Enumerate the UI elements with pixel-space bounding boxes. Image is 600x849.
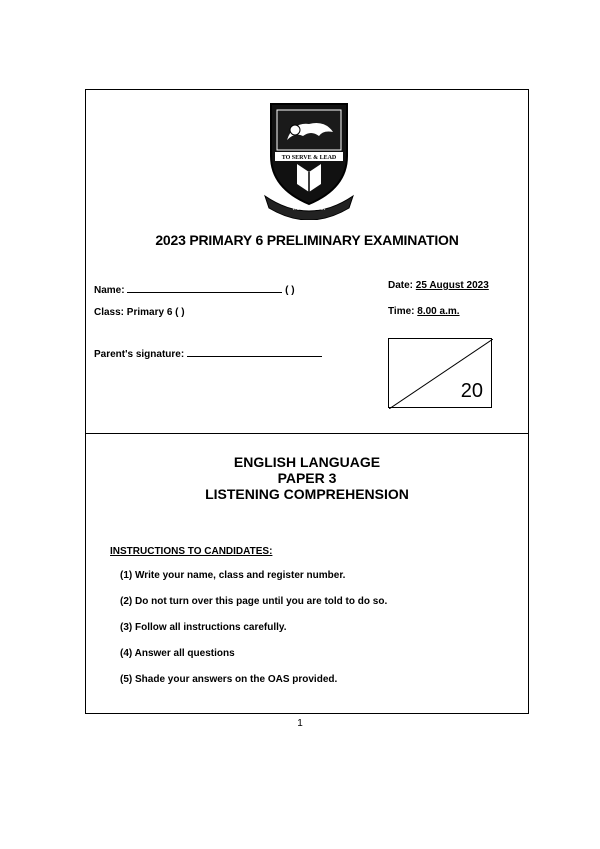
time-value: 8.00 a.m. (417, 306, 460, 317)
time-field (388, 306, 460, 317)
name-input-line[interactable] (127, 282, 282, 293)
signature-input-line[interactable] (187, 346, 322, 357)
section-divider (86, 433, 528, 434)
date-field (388, 280, 489, 291)
instruction-item: (4) Answer all questions (120, 648, 235, 659)
subject-line-1: ENGLISH LANGUAGE (233, 454, 381, 470)
school-crest-logo (263, 100, 355, 220)
crest-motto-text: DO NOT FEAR (292, 207, 326, 212)
instruction-item: (1) Write your name, class and register number. (120, 570, 346, 581)
exam-title: 2023 PRIMARY 6 PRELIMINARY EXAMINATION (155, 232, 459, 248)
class-label: Class: Primary 6 ( ) (94, 307, 185, 318)
time-label: Time: (388, 306, 415, 317)
subject-heading (86, 454, 528, 502)
page-number: 1 (297, 718, 303, 729)
date-value: 25 August 2023 (415, 280, 489, 291)
register-number-bracket: ( ) (285, 285, 295, 296)
subject-line-2: PAPER 3 (277, 470, 337, 486)
instructions-heading: INSTRUCTIONS TO CANDIDATES: (110, 546, 273, 557)
instruction-item: (3) Follow all instructions carefully. (120, 622, 287, 633)
date-label: Date: (388, 280, 414, 291)
exam-cover-frame (85, 89, 529, 714)
class-field (94, 307, 185, 318)
subject-line-3: LISTENING COMPREHENSION (205, 486, 409, 502)
instruction-item: (2) Do not turn over this page until you are told to do so. (120, 596, 388, 607)
signature-field (94, 346, 322, 360)
score-box (388, 338, 492, 408)
signature-label: Parent's signature: (94, 349, 185, 360)
instruction-item: (5) Shade your answers on the OAS provided. (120, 674, 338, 685)
crest-banner-text: TO SERVE & LEAD (281, 155, 337, 161)
name-label: Name: (94, 285, 125, 296)
score-total: 20 (460, 380, 483, 402)
name-field (94, 282, 295, 296)
